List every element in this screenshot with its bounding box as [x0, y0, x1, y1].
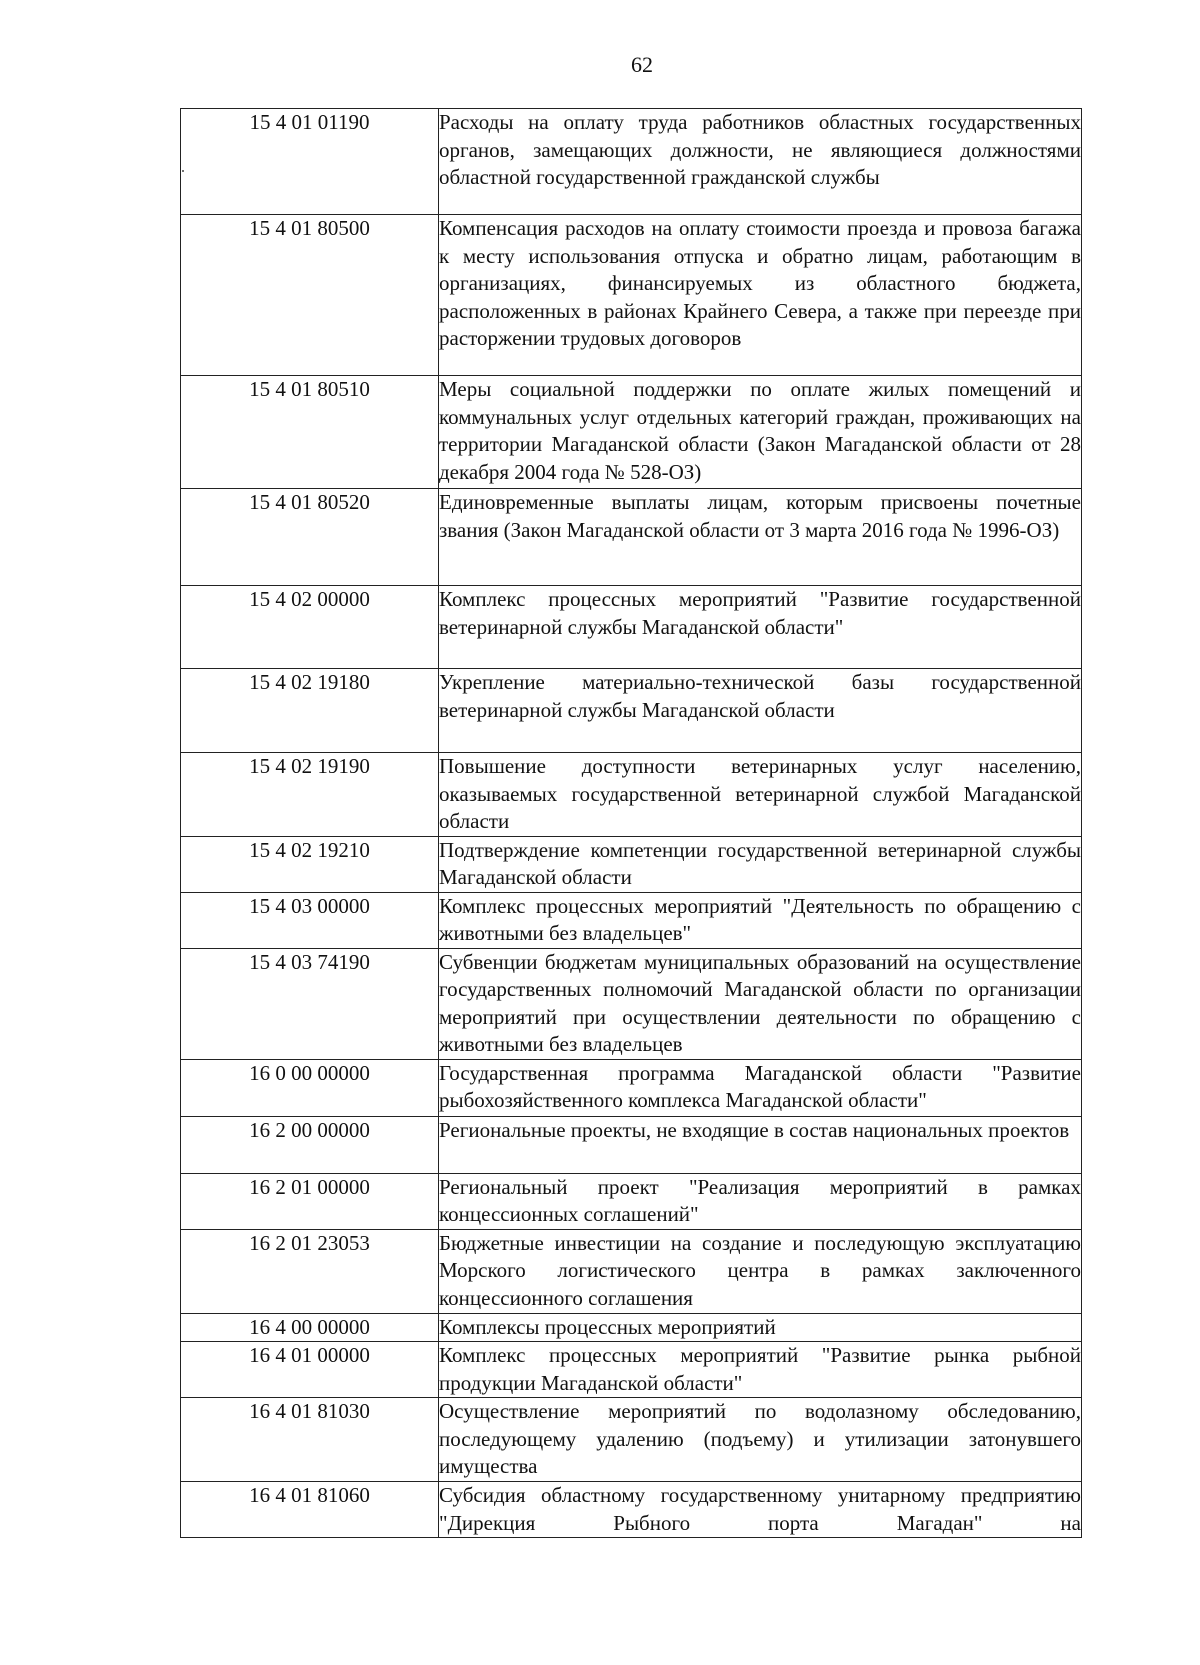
code-cell: 16 4 00 00000: [181, 1313, 439, 1342]
code-cell: 15 4 01 80520: [181, 489, 439, 586]
table-row: [181, 1482, 1082, 1538]
table-row: [181, 753, 1082, 837]
description-cell: Меры социальной поддержки по оплате жилых помещений и коммунальных услуг отдельных категорий граждан, проживающих на территории Магаданской области (Закон Магаданской области от 28 декабря 2004 года № 528-ОЗ): [439, 376, 1082, 489]
code-cell: 15 4 01 80500: [181, 215, 439, 376]
description-cell: Повышение доступности ветеринарных услуг населению, оказываемых государственной ветеринарной службой Магаданской области: [439, 753, 1082, 837]
table-row: [181, 1059, 1082, 1116]
table-row: [181, 948, 1082, 1059]
code-cell: 15 4 02 19180: [181, 669, 439, 753]
description-cell: Комплекс процессных мероприятий "Деятельность по обращению с животными без владельцев": [439, 892, 1082, 948]
budget-codes-table: [180, 108, 1082, 1538]
description-cell: Субсидия областному государственному унитарному предприятию "Дирекция Рыбного порта Магадан" на: [439, 1482, 1082, 1538]
table-row: [181, 836, 1082, 892]
description-cell: Региональные проекты, не входящие в состав национальных проектов: [439, 1116, 1082, 1173]
page-number: 62: [631, 52, 653, 77]
code-cell: 15 4 02 19210: [181, 836, 439, 892]
code-cell: 16 0 00 00000: [181, 1059, 439, 1116]
table-row: [181, 586, 1082, 669]
description-cell: Расходы на оплату труда работников областных государственных органов, замещающих должности, не являющиеся должностями областной государственной гражданской службы: [439, 109, 1082, 215]
table-row: [181, 1229, 1082, 1313]
code-cell: 15 4 03 74190: [181, 948, 439, 1059]
code-cell: 15 4 02 00000: [181, 586, 439, 669]
description-cell: Комплексы процессных мероприятий: [439, 1313, 1082, 1342]
code-cell: 15 4 02 19190: [181, 753, 439, 837]
code-cell: 15 4 03 00000: [181, 892, 439, 948]
description-cell: Укрепление материально-технической базы государственной ветеринарной службы Магаданской области: [439, 669, 1082, 753]
table-row: [181, 892, 1082, 948]
code-cell: 16 2 00 00000: [181, 1116, 439, 1173]
description-cell: Государственная программа Магаданской области "Развитие рыбохозяйственного комплекса Магаданской области": [439, 1059, 1082, 1116]
description-cell: Единовременные выплаты лицам, которым присвоены почетные звания (Закон Магаданской области от 3 марта 2016 года № 1996-ОЗ): [439, 489, 1082, 586]
table-row: [181, 1313, 1082, 1342]
code-cell: 16 2 01 23053: [181, 1229, 439, 1313]
table-row: [181, 1342, 1082, 1398]
table-row: [181, 669, 1082, 753]
code-cell: 16 4 01 00000: [181, 1342, 439, 1398]
table-row: [181, 489, 1082, 586]
description-cell: Субвенции бюджетам муниципальных образований на осуществление государственных полномочий Магаданской области по организации мероприятий при осуществлении деятельности по обращению с животными без владельцев: [439, 948, 1082, 1059]
description-cell: Осуществление мероприятий по водолазному обследованию, последующему удалению (подъему) и утилизации затонувшего имущества: [439, 1398, 1082, 1482]
table-row: [181, 376, 1082, 489]
code-cell: 16 4 01 81060: [181, 1482, 439, 1538]
description-cell: Комплекс процессных мероприятий "Развитие государственной ветеринарной службы Магаданской области": [439, 586, 1082, 669]
description-cell: Комплекс процессных мероприятий "Развитие рынка рыбной продукции Магаданской области": [439, 1342, 1082, 1398]
description-cell: Региональный проект "Реализация мероприятий в рамках концессионных соглашений": [439, 1173, 1082, 1229]
description-cell: Бюджетные инвестиции на создание и последующую эксплуатацию Морского логистического центра в рамках заключенного концессионного соглашения: [439, 1229, 1082, 1313]
description-cell: Компенсация расходов на оплату стоимости проезда и провоза багажа к месту использования отпуска и обратно лицам, работающим в организациях, финансируемых из областного бюджета, расположенных в районах Крайнего Севера, а также при переезде при расторжении трудовых договоров: [439, 215, 1082, 376]
code-cell: 16 4 01 81030: [181, 1398, 439, 1482]
table-row: [181, 1173, 1082, 1229]
code-cell: 15 4 01 80510: [181, 376, 439, 489]
code-cell: 15 4 01 01190: [181, 109, 439, 215]
table-row: [181, 215, 1082, 376]
table-row: [181, 1398, 1082, 1482]
description-cell: Подтверждение компетенции государственной ветеринарной службы Магаданской области: [439, 836, 1082, 892]
table-row: [181, 1116, 1082, 1173]
table-row: [181, 109, 1082, 215]
code-cell: 16 2 01 00000: [181, 1173, 439, 1229]
